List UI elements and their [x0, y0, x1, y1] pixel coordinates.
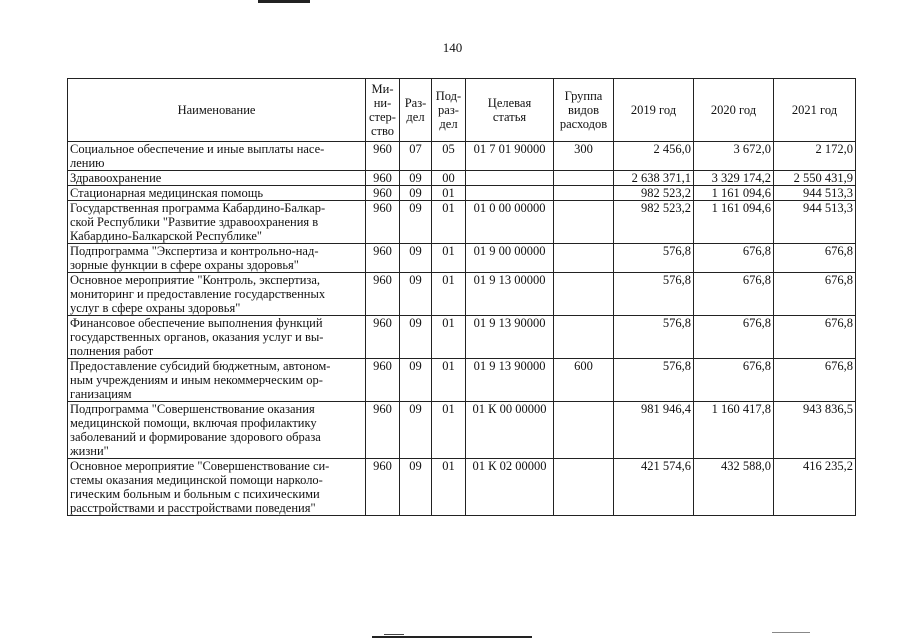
- cell-y2021: 676,8: [774, 359, 856, 402]
- cell-y2019: 576,8: [614, 244, 694, 273]
- cell-y2020: 3 329 174,2: [694, 171, 774, 186]
- cell-y2021: 416 235,2: [774, 459, 856, 516]
- table-row: [68, 244, 856, 273]
- page-number: 140: [442, 40, 463, 55]
- bottom-rule: [372, 636, 532, 638]
- cell-name: Здравоохранение: [68, 171, 366, 186]
- cell-group: 600: [554, 359, 614, 402]
- cell-subsection: 01: [432, 316, 466, 359]
- cell-target: [466, 186, 554, 201]
- cell-y2020: 432 588,0: [694, 459, 774, 516]
- cell-ministry: 960: [366, 316, 400, 359]
- cell-y2021: 676,8: [774, 316, 856, 359]
- cell-ministry: 960: [366, 186, 400, 201]
- cell-group: [554, 171, 614, 186]
- cell-section: 09: [400, 201, 432, 244]
- cell-ministry: 960: [366, 171, 400, 186]
- header-subsection: [432, 79, 466, 142]
- header-2019-text: 2019 год: [630, 103, 677, 117]
- cell-y2020: 1 161 094,6: [694, 201, 774, 244]
- cell-subsection: 01: [432, 201, 466, 244]
- cell-y2020: 676,8: [694, 359, 774, 402]
- header-2019: [614, 79, 694, 142]
- cell-target: 01 7 01 90000: [466, 142, 554, 171]
- cell-subsection: 00: [432, 171, 466, 186]
- cell-y2019: 982 523,2: [614, 186, 694, 201]
- cell-target: 01 0 00 00000: [466, 201, 554, 244]
- header-2021-text: 2021 год: [791, 103, 838, 117]
- cell-group: [554, 459, 614, 516]
- cell-group: [554, 316, 614, 359]
- cell-target: 01 9 13 90000: [466, 359, 554, 402]
- header-name: [68, 79, 366, 142]
- table-body: [68, 142, 856, 516]
- cell-ministry: 960: [366, 142, 400, 171]
- table-row: [68, 201, 856, 244]
- header-row: [68, 79, 856, 142]
- cell-section: 07: [400, 142, 432, 171]
- cell-y2021: 2 172,0: [774, 142, 856, 171]
- cell-name: Финансовое обеспечение выполнения функций государственных органов, оказания услуг и вы- полнения работ: [68, 316, 366, 359]
- header-ministry: [366, 79, 400, 142]
- cell-section: 09: [400, 244, 432, 273]
- cell-y2019: 576,8: [614, 273, 694, 316]
- cell-section: 09: [400, 171, 432, 186]
- table-row: [68, 402, 856, 459]
- cell-name: Социальное обеспечение и иные выплаты насе- лению: [68, 142, 366, 171]
- cell-ministry: 960: [366, 201, 400, 244]
- cell-name: Подпрограмма "Совершенствование оказания медицинской помощи, включая профилактику заболеваний и формирование здорового образа жизни": [68, 402, 366, 459]
- header-name-text: Наименование: [177, 103, 256, 117]
- cell-y2020: 676,8: [694, 316, 774, 359]
- cell-y2020: 1 161 094,6: [694, 186, 774, 201]
- table-row: [68, 359, 856, 402]
- cell-subsection: 01: [432, 186, 466, 201]
- cell-y2019: 576,8: [614, 359, 694, 402]
- cell-name: Стационарная медицинская помощь: [68, 186, 366, 201]
- cell-section: 09: [400, 459, 432, 516]
- cell-group: [554, 244, 614, 273]
- table-row: [68, 459, 856, 516]
- cell-y2019: 421 574,6: [614, 459, 694, 516]
- cell-y2021: 676,8: [774, 244, 856, 273]
- header-group: [554, 79, 614, 142]
- cell-name: Основное мероприятие "Совершенствование си- стемы оказания медицинской помощи нарколо- гическим больным и больным с психическими расстройствами и расстройствами поведения": [68, 459, 366, 516]
- cell-y2021: 944 513,3: [774, 201, 856, 244]
- cell-subsection: 01: [432, 244, 466, 273]
- header-target: [466, 79, 554, 142]
- cell-ministry: 960: [366, 244, 400, 273]
- cell-subsection: 01: [432, 459, 466, 516]
- header-target-text: Целевая статья: [487, 96, 532, 124]
- cell-subsection: 01: [432, 359, 466, 402]
- header-2021: [774, 79, 856, 142]
- cell-section: 09: [400, 359, 432, 402]
- cell-subsection: 01: [432, 402, 466, 459]
- cell-section: 09: [400, 402, 432, 459]
- header-ministry-text: Ми- ни- стер- ство: [369, 82, 396, 138]
- cell-group: [554, 273, 614, 316]
- cell-section: 09: [400, 186, 432, 201]
- cell-target: 01 К 02 00000: [466, 459, 554, 516]
- cell-group: [554, 186, 614, 201]
- cell-section: 09: [400, 273, 432, 316]
- header-group-text: Группа видов расходов: [559, 89, 608, 131]
- header-subsection-text: Под- раз- дел: [435, 89, 462, 131]
- cell-name: Основное мероприятие "Контроль, экспертиза, мониторинг и предоставление государственных услуг в сфере охраны здоровья": [68, 273, 366, 316]
- cell-y2020: 3 672,0: [694, 142, 774, 171]
- cell-group: 300: [554, 142, 614, 171]
- cell-name: Подпрограмма "Экспертиза и контрольно-над- зорные функции в сфере охраны здоровья": [68, 244, 366, 273]
- cell-y2019: 981 946,4: [614, 402, 694, 459]
- cell-target: 01 9 13 90000: [466, 316, 554, 359]
- table-row: [68, 142, 856, 171]
- cell-y2019: 2 638 371,1: [614, 171, 694, 186]
- cell-y2020: 676,8: [694, 244, 774, 273]
- cell-y2021: 944 513,3: [774, 186, 856, 201]
- bottom-tick: [384, 634, 404, 635]
- table-row: [68, 273, 856, 316]
- cell-ministry: 960: [366, 359, 400, 402]
- table-row: [68, 316, 856, 359]
- cell-y2019: 576,8: [614, 316, 694, 359]
- cell-target: [466, 171, 554, 186]
- cell-y2020: 676,8: [694, 273, 774, 316]
- cell-name: Государственная программа Кабардино-Балкар- ской Республики "Развитие здравоохранения в Кабардино-Балкарской Республике": [68, 201, 366, 244]
- cell-ministry: 960: [366, 402, 400, 459]
- cell-y2021: 943 836,5: [774, 402, 856, 459]
- header-section-text: Раз- дел: [404, 96, 427, 124]
- cell-ministry: 960: [366, 273, 400, 316]
- header-2020-text: 2020 год: [710, 103, 757, 117]
- cell-group: [554, 402, 614, 459]
- cell-y2020: 1 160 417,8: [694, 402, 774, 459]
- cell-subsection: 01: [432, 273, 466, 316]
- cell-name: Предоставление субсидий бюджетным, автоном- ным учреждениям и иным некоммерческим ор- ганизациям: [68, 359, 366, 402]
- budget-table: [67, 78, 856, 516]
- table-row: [68, 171, 856, 186]
- cell-y2019: 982 523,2: [614, 201, 694, 244]
- table-row: [68, 186, 856, 201]
- cell-target: 01 К 00 00000: [466, 402, 554, 459]
- cell-section: 09: [400, 316, 432, 359]
- header-section: [400, 79, 432, 142]
- cell-y2019: 2 456,0: [614, 142, 694, 171]
- cell-y2021: 2 550 431,9: [774, 171, 856, 186]
- corner-mark: [772, 632, 810, 633]
- cell-subsection: 05: [432, 142, 466, 171]
- cell-y2021: 676,8: [774, 273, 856, 316]
- header-2020: [694, 79, 774, 142]
- cell-ministry: 960: [366, 459, 400, 516]
- top-rule: [258, 0, 310, 3]
- cell-target: 01 9 13 00000: [466, 273, 554, 316]
- cell-group: [554, 201, 614, 244]
- cell-target: 01 9 00 00000: [466, 244, 554, 273]
